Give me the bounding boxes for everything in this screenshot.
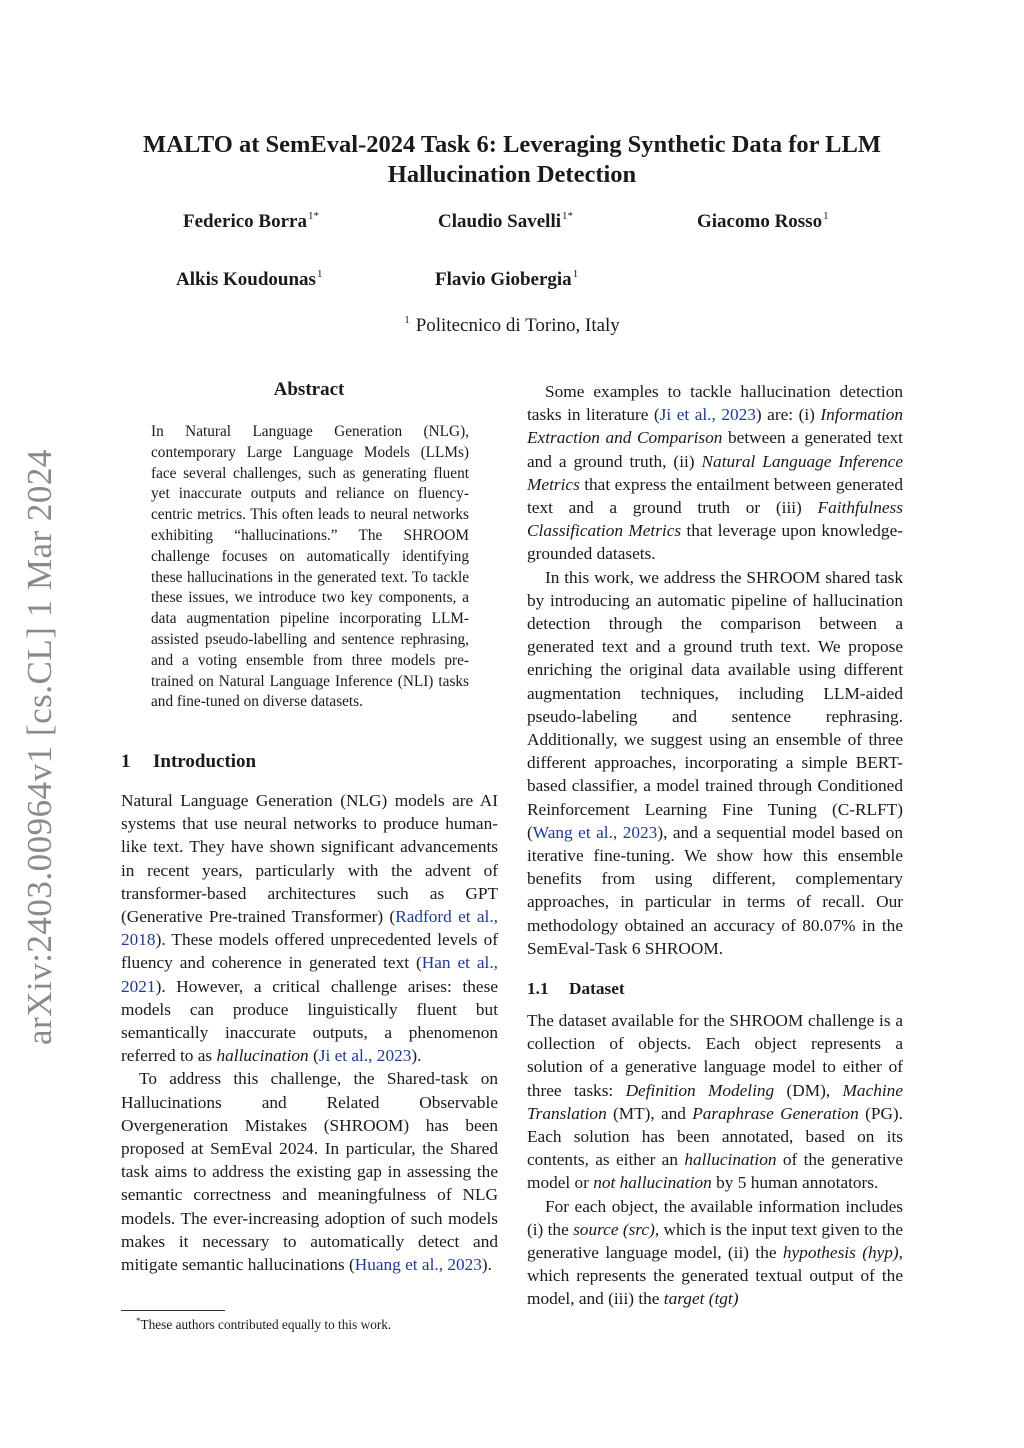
citation-link[interactable]: Han et al., 2021 xyxy=(121,953,498,996)
intro-paragraph-1: Natural Language Generation (NLG) models are AI systems that use neural networks to produce human-like text. They have shown significant advancements in recent years, particularly with the advent of transformer-based architectures such as GPT (Generative Pre-trained Transformer) (Radford et al., 2018). These models offered unprecedented levels of fluency and coherence in generated text (Han et al., 2021). However, a critical challenge arises: these models can produce linguistically fluent but semantically inaccurate outputs, a phenomenon referred to as hallucination (Ji et al., 2023). xyxy=(121,791,498,1066)
intro-paragraph-3: Some examples to tackle hallucination detection tasks in literature (Ji et al., 2023) are: (i) Information Extraction and Comparison between a generated text and a ground truth, (ii) Natural Language Inference Metrics that express the entailment between generated text and a ground truth or (iii) Faithfulness Classification Metrics that leverage upon knowledge-grounded datasets. xyxy=(527,382,903,564)
abstract-heading: Abstract xyxy=(273,379,345,400)
author-4: Alkis Koudounas$^1$ xyxy=(176,268,323,290)
footnote: *These authors contributed equally to this work. xyxy=(136,1316,392,1332)
right-column-body xyxy=(527,380,903,960)
intro-paragraph-4: In this work, we address the SHROOM shared task by introducing an automatic pipeline of hallucination detection through the comparison between a generated text and a ground truth text. We propose enriching the original data available using different augmentation techniques, including LLM-aided pseudo-labeling and sentence rephrasing. Additionally, we suggest using an ensemble of three different approaches, incorporating a simple BERT-based classifier, a model trained through Conditioned Reinforcement Learning Fine Tuning (C-RLFT) (Wang et al., 2023), and a sequential model based on iterative fine-tuning. We show how this ensemble benefits from using different, complementary approaches, in particular in terms of recall. Our methodology obtained an accuracy of 80.07% in the SemEval-Task 6 SHROOM. xyxy=(527,567,903,958)
footnote-rule xyxy=(121,1310,225,1311)
author-5: Flavio Giobergia$^1$ xyxy=(435,268,579,290)
title-line-1: MALTO at SemEval-2024 Task 6: Leveraging Synthetic Data for LLM xyxy=(143,131,881,158)
author-3: Giacomo Rosso$^1$ xyxy=(697,210,829,232)
left-column-body xyxy=(121,789,498,1276)
subsection-heading-dataset: 1.1 Dataset xyxy=(527,979,625,998)
dataset-paragraph-2: For each object, the available information includes (i) the source (src), which is the input text given to the generative language model, (ii) the hypothesis (hyp), which represents the generated textual output of the model, and (iii) the target (tgt) xyxy=(527,1196,903,1309)
abstract-text: In Natural Language Generation (NLG), contemporary Large Language Models (LLMs) face several challenges, such as generating fluent yet inaccurate outputs and reliance on fluency-centric metrics. This often leads to neural networks exhibiting “hallucinations.” The SHROOM challenge focuses on automatically identifying these hallucinations in the generated text. To tackle these issues, we introduce two key components, a data augmentation pipeline incorporating LLM-assisted pseudo-labelling and sentence rephrasing, and a voting ensemble from three models pre-trained on Natural Language Inference (NLI) tasks and fine-tuned on diverse datasets. xyxy=(151,423,469,711)
author-2: Claudio Savelli$^{1*}$ xyxy=(438,210,573,232)
dataset-paragraph-1: The dataset available for the SHROOM challenge is a collection of objects. Each object represents a solution of a generative language model to either of three tasks: Definition Modeling (DM), Machine Translation (MT), and Paraphrase Generation (PG). Each solution has been annotated, based on its contents, as either an hallucination of the generative model or not hallucination by 5 human annotators. xyxy=(527,1011,903,1193)
section-heading-introduction: 1 Introduction xyxy=(121,751,257,772)
citation-link[interactable]: Wang et al., 2023 xyxy=(532,822,658,842)
citation-link[interactable]: Ji et al., 2023 xyxy=(318,1046,412,1066)
citation-link[interactable]: Huang et al., 2023 xyxy=(354,1255,482,1275)
paper-title xyxy=(100,130,924,190)
author-1: Federico Borra$^{1*}$ xyxy=(183,210,319,232)
citation-link[interactable]: Radford et al., 2018 xyxy=(121,907,498,950)
affiliation: $^1$ Politecnico di Torino, Italy xyxy=(404,314,620,336)
title-line-2: Hallucination Detection xyxy=(387,161,637,188)
citation-link[interactable]: Ji et al., 2023 xyxy=(659,405,756,425)
dataset-body xyxy=(527,1009,903,1311)
arxiv-stamp: arXiv:2403.00964v1 [cs.CL] 1 Mar 2024 xyxy=(20,449,59,1045)
intro-paragraph-2: To address this challenge, the Shared-task on Hallucinations and Related Observable Overgeneration Mistakes (SHROOM) has been proposed at SemEval 2024. In particular, the Shared task aims to address the existing gap in assessing the semantic correctness and meaningfulness of NLG models. The ever-increasing adoption of such models makes it necessary to automatically detect and mitigate semantic hallucinations (Huang et al., 2023). xyxy=(121,1069,498,1275)
